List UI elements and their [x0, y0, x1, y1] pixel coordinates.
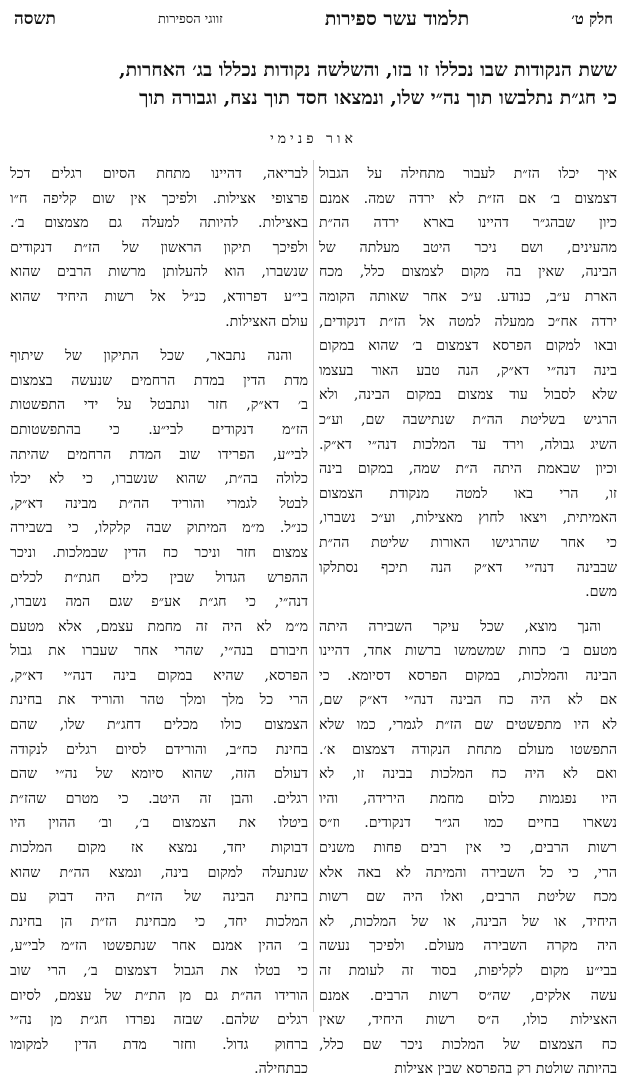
text-line: בי״ע דפרודא, כנ״ל אל רשות היחיד שהוא [10, 288, 308, 305]
text-line: ב׳ ההין אמנם אחר שנתפשטו הז״מ לבי״ע, [10, 938, 308, 955]
text-line: כבתחילה. [254, 1061, 308, 1078]
text-line: הפרסא, שהיא במקום בינה דנה״י דא״ק, [10, 667, 308, 684]
main-text-line: ששת הנקודות שבו נכללו זו בזו, והשלשה נקודות נכללו בג׳ האחרות, [118, 59, 617, 81]
text-line: וכיון שבאמת היתה ה״ת שמה, במקום בינה [319, 461, 617, 478]
text-line: ביטלו את הצמצום ב׳, וב׳ ההוין היו [10, 815, 308, 832]
part-label: חלק ט׳ [571, 9, 613, 28]
text-line: כי אחר שהרגישו האורות שליטת הה״ת [319, 534, 617, 551]
text-line: מהעינים, ושם ניכר היטב מעלתה של [319, 239, 617, 256]
column-divider [313, 160, 314, 1012]
text-line: היו נפגמות כלום מחמת הירידה, והיו [319, 790, 617, 807]
right-column [319, 162, 617, 1082]
text-line: עולם האצילות. [225, 313, 308, 330]
text-line: חיבורם בנה״י, שהרי אחר שעברו את גבול [10, 643, 308, 660]
paragraph-gap [10, 334, 308, 344]
text-line: דנה״י, כי חג״ת אע״פ שגם המה נשברו, [10, 594, 308, 611]
text-line: עשה אלקים, שה״ס רשות הרבים. אמנם [319, 987, 617, 1004]
text-line: פרצופי אצילות. ולפיכך אין שום קליפה ח״ו [10, 190, 308, 207]
text-line: בינה דנה״י דא״ק, הנה טבע האור בעצמו [319, 362, 617, 379]
text-line: רגלים שלהם. שבזה נפרדו חג״ת מן נה״י [10, 1012, 308, 1029]
text-line: ואם לא היה כח המלכות בבינה זו, לא [319, 766, 617, 783]
text-line: מכח שליטת הרבים, ואלו היה שם רשות [319, 889, 617, 906]
text-line: הרגיש בשליטת הה״ת שנתישבה שם, וע״כ [319, 411, 617, 428]
text-line: האצילות כולו, ה״ס רשות היחיד, שאין [319, 1012, 617, 1029]
text-line: ההפרש הגדול שבין כלים חגת״ת לכלים [10, 569, 308, 586]
text-line: המלכות יחד, כי מבחינת הז״ת הן בחינת [10, 913, 308, 930]
text-line: הארת ע״ב, כנודע. ע״כ אחר שאותה הקומה [319, 288, 617, 305]
text-line: לא היו מתפשטים שם הז״ת לגמרי, כמו שלא [319, 717, 617, 734]
main-text [8, 56, 617, 112]
text-line: שנשברו, הוא להעלותן מרשות הרבים שהוא [10, 264, 308, 281]
left-column [10, 162, 308, 1082]
text-line: הבינה והמלכות, במקום הפרסא דסיומא. כי [319, 667, 617, 684]
text-line: הצמצום כולו מכלים דחג״ת שלו, שהם [10, 717, 308, 734]
text-line: דעולם הזה, שהוא סיומא של נה״י שהם [10, 766, 308, 783]
text-line: והנך מוצא, שכל עיקר השבירה היתה [319, 618, 601, 635]
running-header [14, 6, 613, 32]
text-line: הבינה, שאין בה מקום לצמצום כלל, מכח [319, 264, 617, 281]
text-line: השיג גבולה, וירד עד המלכות דנה״י דא״ק. [319, 436, 617, 453]
text-line: מ״מ לא היה זה מחמת עצמם, אלא מטעם [10, 618, 308, 635]
text-line: ברחוק גדול. וחזר מדת הדין למקומו [10, 1036, 308, 1053]
text-line: בהיותה שולטת רק בהפרסא שבין אצילות [394, 1061, 617, 1078]
text-line: היה מקרה השבירה מעולם. ולפיכך נעשה [319, 938, 617, 955]
text-line: ובאו למקום הפרסא דצמצום ב׳ שהוא במקום [319, 338, 617, 355]
text-line: בחינת כח״ב, והורידם לסיום רגלים לנקודה [10, 741, 308, 758]
text-line: כיון שבהג״ר דהיינו בארא ירדה הה״ת [319, 215, 617, 232]
text-line: היחיד, או של הבינה, או של המלכות, לא [319, 913, 617, 930]
text-line: משם. [585, 584, 617, 601]
text-line: בחינת הבינה של הז״ת היה דבוק עם [10, 889, 308, 906]
text-line: נשארו בחיים כמו הג״ר דנקודים. וז״ס [319, 815, 617, 832]
text-line: כי בטלו את הגבול דצמצום ב׳, הרי שוב [10, 963, 308, 979]
text-line: מטעם ב׳ כחות שמשמשו ברשות אחד, דהיינו [319, 643, 617, 660]
text-line: רגלים. והבן זה היטב. כי מטרם שהז״ת [10, 790, 308, 807]
book-title: תלמוד עשר ספירות [324, 7, 470, 30]
text-line: הורידו הה״ת גם מן הת״ת של עצמם, לסיום [10, 987, 308, 1004]
text-line: צמצום חזר וניכר כח הדין שבמלכות. וניכר [10, 544, 308, 561]
text-line: שבבינה דנה״י דא״ק הנה תיכף נסתלקו [319, 559, 617, 576]
text-line: זו, הרי באו למטה מנקודת הצמצום [319, 485, 617, 502]
page-number: תשסה [14, 9, 56, 29]
text-line: לבי״ע, הפרידו שוב המדת הרחמים שהיתה [10, 446, 308, 463]
text-line: דבוקות יחד, נמצא אז מקום המלכות [10, 840, 308, 857]
text-line: רשות הרבים, כי אין רבים פחות משנים [319, 840, 617, 857]
text-line: ב׳ דא״ק, חזר ונתבטל על ידי התפשטות [10, 397, 308, 414]
text-line: דצמצום ב׳ אם הז״ת לא ירדה שמה. אמנם [319, 190, 617, 207]
section-title: זווגי הספירות [157, 12, 223, 27]
text-line: כח הצמצום של המלכות ניכר שם כלל, [319, 1036, 617, 1053]
text-line: לבריאה, דהיינו מתחת הסיום רגלים דכל [10, 166, 308, 182]
text-line: שלא לסבול עוד צמצום במקום הבינה, ולא [319, 387, 617, 404]
paragraph-gap [319, 605, 617, 615]
text-line: הרי, כי כל השבירה והמיתה לא באה אלא [319, 864, 617, 881]
text-line: ירדה אח״כ ממעלה למטה אל הז״ת דנקודים, [319, 313, 617, 330]
text-line: האמיתית, ויצאו לחוץ מאצילות, וע״כ נשברו, [319, 510, 617, 527]
text-line: איך יכלו הז״ת לעבור מתחילה על הגבול [319, 166, 617, 182]
text-line: בבי״ע מקום לקליפות, בסוד זה לעומת זה [319, 963, 617, 979]
text-line: מדת הדין במדת הרחמים שנעשה בצמצום [10, 372, 308, 389]
text-line: לבטל לגמרי והוריד הה״ת מבינה דא״ק, [10, 495, 308, 512]
text-line: באצילות. להיותה למעלה גם מצמצום ב׳. [10, 215, 308, 232]
text-line: הז״מ דנקודים לבי״ע. כי בהתפשטותם [10, 421, 308, 438]
text-line: אם לא היה כח הבינה דנה״י דא״ק שם, [319, 692, 617, 709]
text-line: כנ״ל. מ״מ המיתוק שבה קלקלו, כי בשבירה [10, 520, 308, 537]
main-text-line: כי חג״ת נתלבשו תוך נה״י שלו, ונמצאו חסד תוך נצח, וגבורה תוך [139, 87, 617, 109]
text-line: כלולה בה״ת, שהוא שנשברו, כי לא יכלו [10, 471, 308, 488]
text-line: שנתעלה למקום בינה, ונמצא הה״ת שהוא [10, 864, 308, 881]
text-line: ולפיכך תיקון הראשון של הז״ת דנקודים [10, 239, 308, 256]
text-line: והנה נתבאר, שכל התיקון של שיתוף [10, 348, 292, 365]
text-line: הרי כל מלך ומלך טהר והוריד את בחינת [10, 692, 308, 709]
commentary-title: אור פנימי [270, 131, 357, 147]
text-line: התפשטו מעולם מתחת הנקודה דצמצום א׳. [319, 741, 617, 758]
